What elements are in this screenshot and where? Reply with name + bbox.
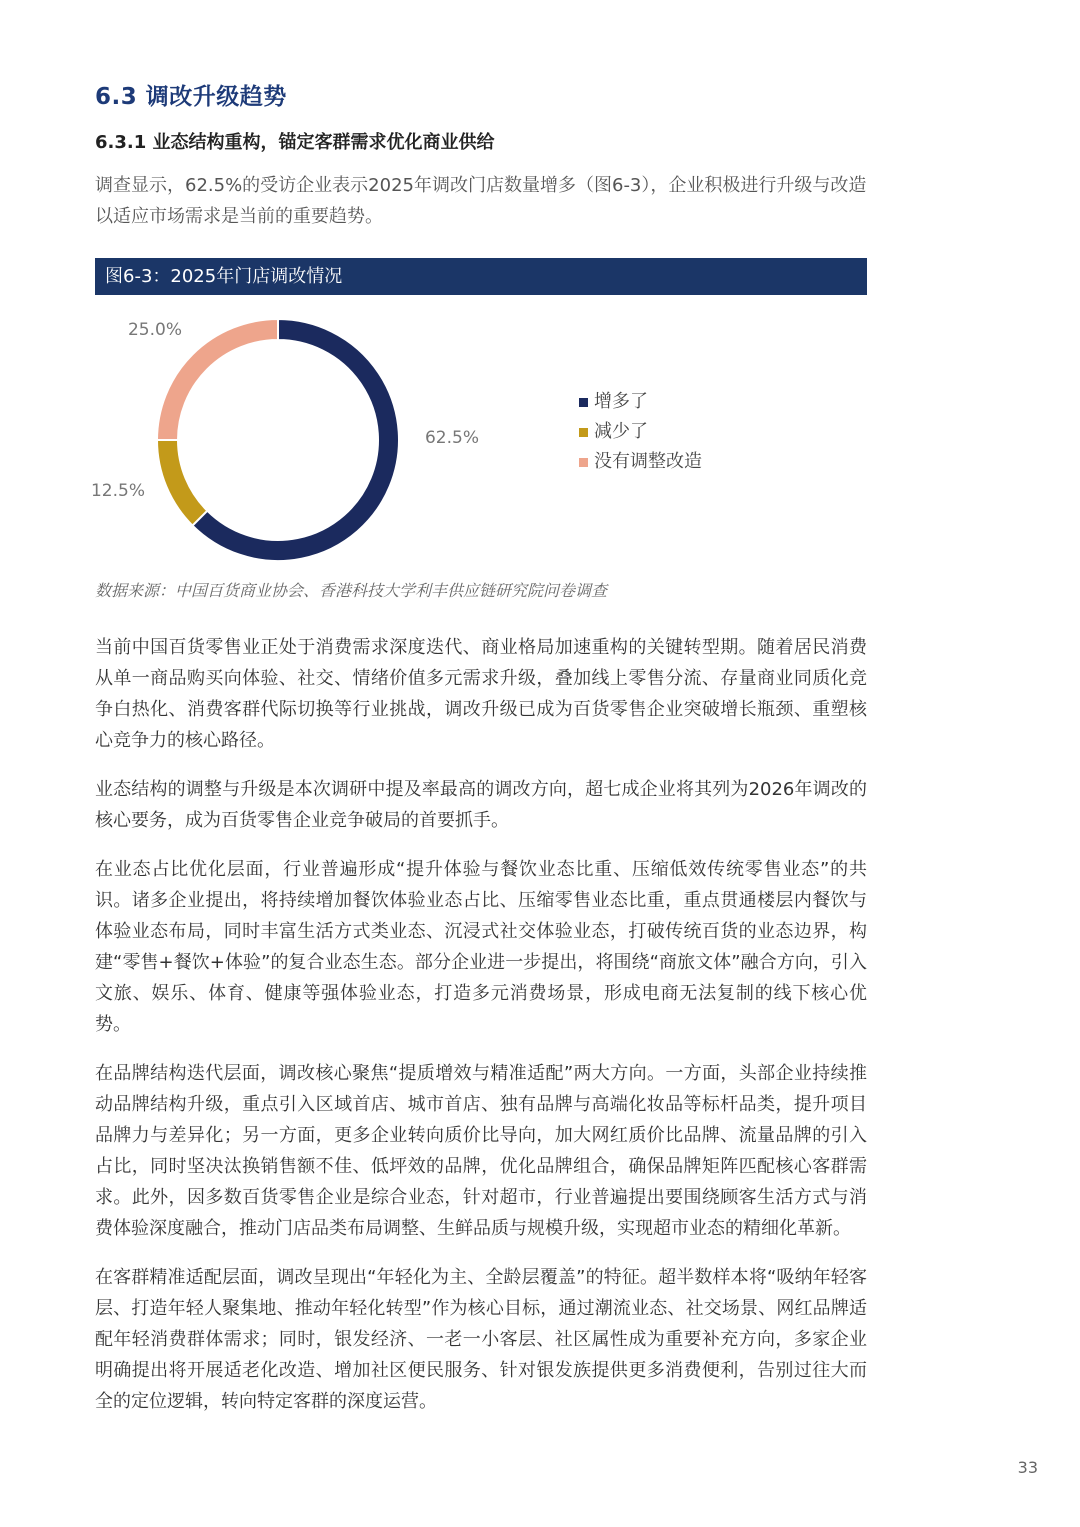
subsection-title: 6.3.1 业态结构重构，锚定客群需求优化商业供给 — [95, 132, 495, 153]
slice-data-label: 25.0% — [127, 320, 183, 340]
slice-data-label: 12.5% — [90, 481, 146, 501]
body-paragraph: 在品牌结构迭代层面，调改核心聚焦“提质增效与精准适配”两大方向。一方面，头部企业持续推动品牌结构升级，重点引入区域首店、城市首店、独有品牌与高端化妆品等标杆品类，提升项目品牌力与差异化；另一方面，更多企业转向质价比导向，加大网红质价比品牌、流量品牌的引入占比，同时坚决汰换销售额不佳、低坪效的品牌，优化品牌组合，确保品牌矩阵匹配核心客群需求。此外，因多数百货零售企业是综合业态，针对超市，行业普遍提出要围绕顾客生活方式与消费体验深度融合，推动门店品类布局调整、生鲜品质与规模升级，实现超市业态的精细化革新。 — [95, 1063, 867, 1239]
body-paragraph: 当前中国百货零售业正处于消费需求深度迭代、商业格局加速重构的关键转型期。随着居民消费从单一商品购买向体验、社交、情绪价值多元需求升级，叠加线上零售分流、存量商业同质化竞争白热化、消费客群代际切换等行业挑战，调改升级已成为百货零售企业突破增长瓶颈、重塑核心竞争力的核心路径。 — [95, 637, 867, 751]
donut-slice — [157, 440, 207, 526]
page-number: 33 — [1017, 1458, 1038, 1477]
legend-label: 减少了 — [594, 421, 648, 442]
section-title: 6.3 调改升级趋势 — [95, 84, 287, 110]
figure-caption-bar: 图6-3：2025年门店调改情况 — [95, 258, 867, 295]
legend-label: 没有调整改造 — [594, 451, 702, 472]
figure-source: 数据来源：中国百货商业协会、香港科技大学利丰供应链研究院问卷调查 — [95, 581, 608, 600]
body-paragraph: 在客群精准适配层面，调改呈现出“年轻化为主、全龄层覆盖”的特征。超半数样本将“吸纳年轻客层、打造年轻人聚集地、推动年轻化转型”作为核心目标，通过潮流业态、社交场景、网红品牌适配年轻消费群体需求；同时，银发经济、一老一小客层、社区属性成为重要补充方向，多家企业明确提出将开展适老化改造、增加社区便民服务、针对银发族提供更多消费便利，告别过往大而全的定位逻辑，转向特定客群的深度运营。 — [95, 1267, 867, 1412]
donut-chart — [0, 305, 1080, 575]
legend-label: 增多了 — [594, 391, 648, 412]
legend-swatch — [579, 428, 588, 437]
body-paragraph: 业态结构的调整与升级是本次调研中提及率最高的调改方向，超七成企业将其列为2026年调改的核心要务，成为百货零售企业竞争破局的首要抓手。 — [95, 779, 867, 831]
intro-paragraph: 调查显示，62.5%的受访企业表示2025年调改门店数量增多（图6-3），企业积极进行升级与改造以适应市场需求是当前的重要趋势。 — [95, 175, 867, 227]
body-paragraph: 在业态占比优化层面，行业普遍形成“提升体验与餐饮业态比重、压缩低效传统零售业态”的共识。诸多企业提出，将持续增加餐饮体验业态占比、压缩零售业态比重，重点贯通楼层内餐饮与体验业态布局，同时丰富生活方式类业态、沉浸式社交体验业态，打破传统百货的业态边界，构建“零售+餐饮+体验”的复合业态生态。部分企业进一步提出，将围绕“商旅文体”融合方向，引入文旅、娱乐、体育、健康等强体验业态，打造多元消费场景，形成电商无法复制的线下核心优势。 — [95, 859, 867, 1035]
donut-chart-svg — [0, 305, 1080, 575]
slice-data-label: 62.5% — [424, 428, 480, 448]
legend-swatch — [579, 458, 588, 467]
legend-swatch — [579, 398, 588, 407]
body-text — [95, 632, 867, 1435]
